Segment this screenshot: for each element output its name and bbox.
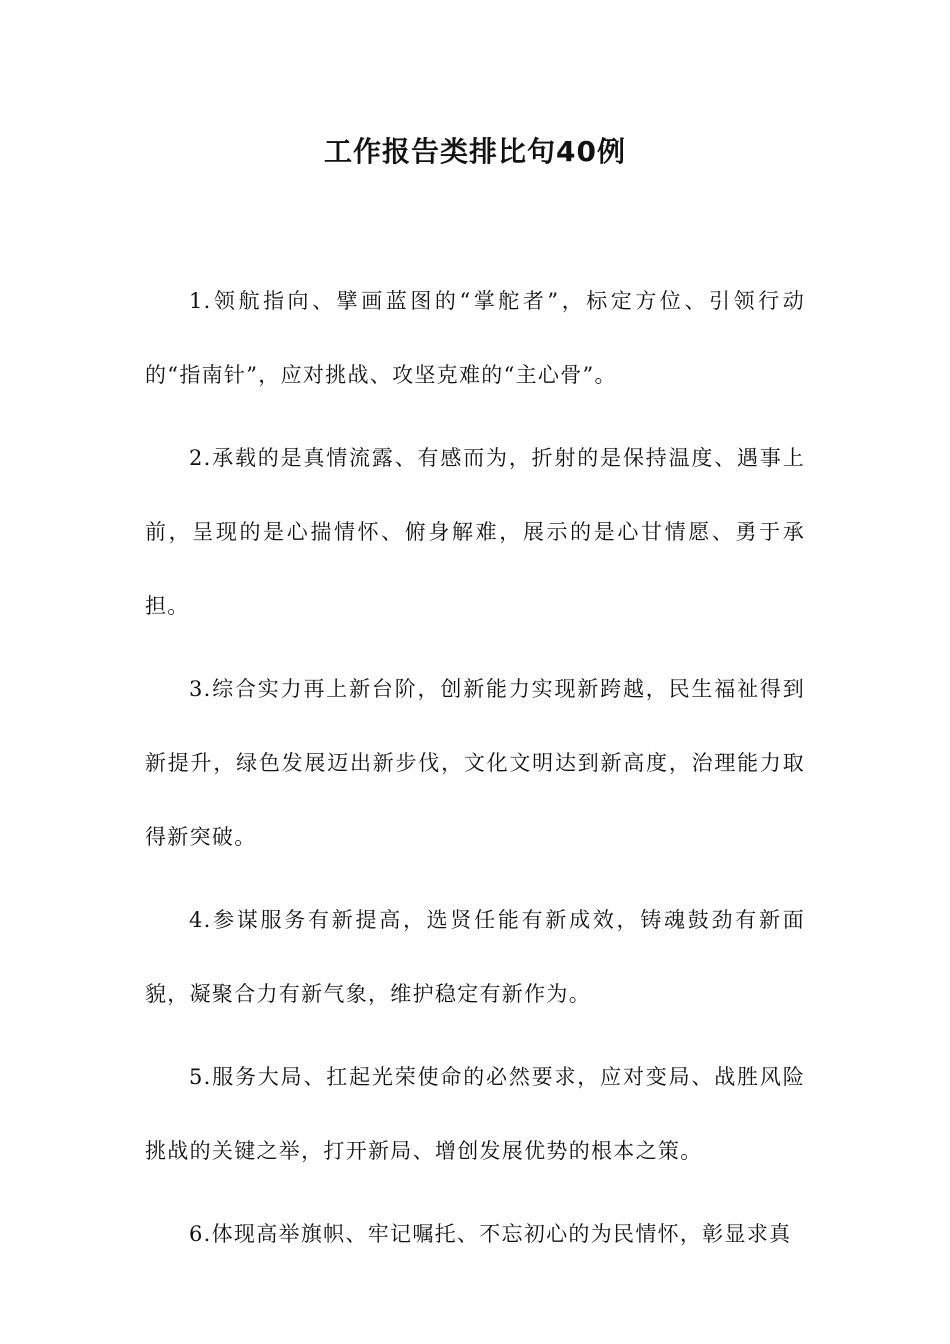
paragraph-2: 2.承载的是真情流露、有感而为，折射的是保持温度、遇事上前，呈现的是心揣情怀、俯身解难，展示的是心甘情愿、勇于承担。 xyxy=(145,446,805,618)
paragraph-1: 1.领航指向、擘画蓝图的“掌舵者”，标定方位、引领行动的“指南针”，应对挑战、攻坚克难的“主心骨”。 xyxy=(145,289,805,387)
document-body xyxy=(145,264,805,1280)
paragraph-6: 6.体现高举旗帜、牢记嘱托、不忘初心的为民情怀，彰显求真 xyxy=(189,1222,792,1246)
document-title: 工作报告类排比句40例 xyxy=(324,135,626,168)
paragraph-4: 4.参谋服务有新提高，选贤任能有新成效，铸魂鼓劲有新面貌，凝聚合力有新气象，维护稳定有新作为。 xyxy=(145,908,805,1006)
paragraph-3: 3.综合实力再上新台阶，创新能力实现新跨越，民生福祉得到新提升，绿色发展迈出新步伐，文化文明达到新高度，治理能力取得新突破。 xyxy=(145,677,805,849)
paragraph-5: 5.服务大局、扛起光荣使命的必然要求，应对变局、战胜风险挑战的关键之举，打开新局、增创发展优势的根本之策。 xyxy=(145,1065,805,1163)
